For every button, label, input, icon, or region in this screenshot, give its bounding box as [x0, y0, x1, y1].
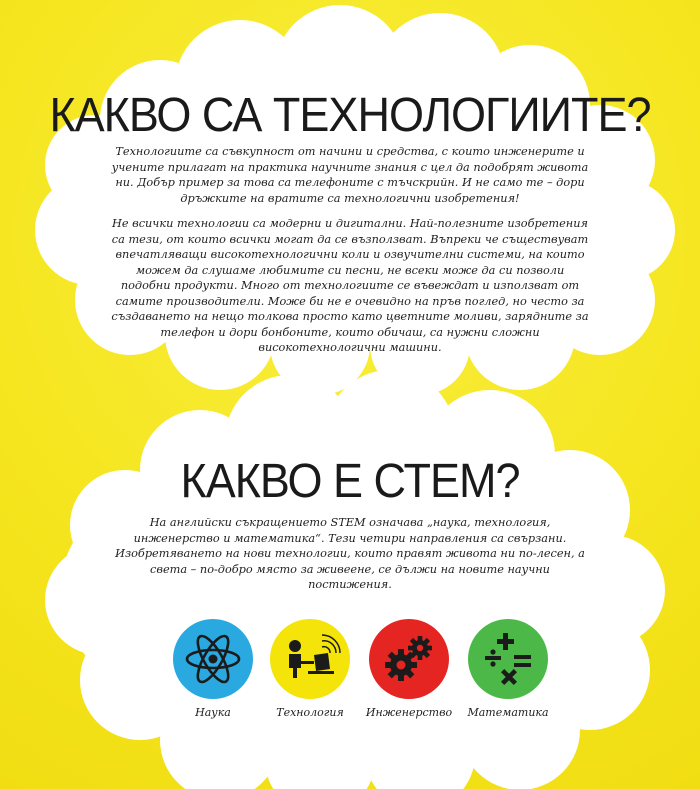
section-title: КАКВО Е СТЕМ?	[180, 452, 520, 509]
gears-icon	[369, 619, 449, 699]
icon-label: Наука	[195, 706, 231, 719]
stem-icons	[168, 619, 558, 729]
paragraph: Технологиите са съвкупност от начини и средства, с които инженерите и учените прилагат на практика научните знания с цел да подобрят живота ни. Добър пример за това са телефоните с тъчскрийн. И не само те – дори дръжките на вратите са технологични изобретения!	[111, 145, 589, 205]
stem-item-technology	[265, 619, 355, 719]
math-symbols-icon	[468, 619, 548, 699]
person-laptop-icon	[270, 619, 350, 699]
section-stem	[0, 452, 700, 593]
stem-item-science	[168, 619, 258, 719]
paragraph: На английски съкращението STEM означава „наука, технология, инженерство и математика“. Тези четири направления са свързани. Изобретяването на нови технологии, които правят живота ни по-лесен, а света – по-добро място за живеене, се дължи на новите научни постижения.	[115, 516, 585, 591]
paragraph: Не всички технологии са модерни и дигитални. Най-полезните изобретения са тези, от които всички могат да се възползват. Въпреки че съществуват впечатляващи високотехнологични коли и озвучителни системи, на които можем да слушаме любимите си песни, не всеки може да си позволи подобни продукти. Много от технологиите се въвеждат и използват от самите производители. Може би не е очевидно на пръв поглед, но често за създаването на нещо толкова просто като цветните моливи, зарядните за телефон и дори бонбоните, които обичаш, са нужни сложни високотехнологични машини.	[111, 217, 589, 354]
icon-label: Математика	[467, 706, 549, 719]
stem-item-engineering	[364, 619, 454, 719]
section-title: КАКВО СА ТЕХНОЛОГИИТЕ?	[49, 86, 651, 143]
icon-label: Инженерство	[365, 706, 453, 719]
stem-item-math	[463, 619, 553, 719]
section-technologies	[0, 86, 700, 356]
atom-icon	[173, 619, 253, 699]
icon-label: Технология	[276, 706, 344, 719]
